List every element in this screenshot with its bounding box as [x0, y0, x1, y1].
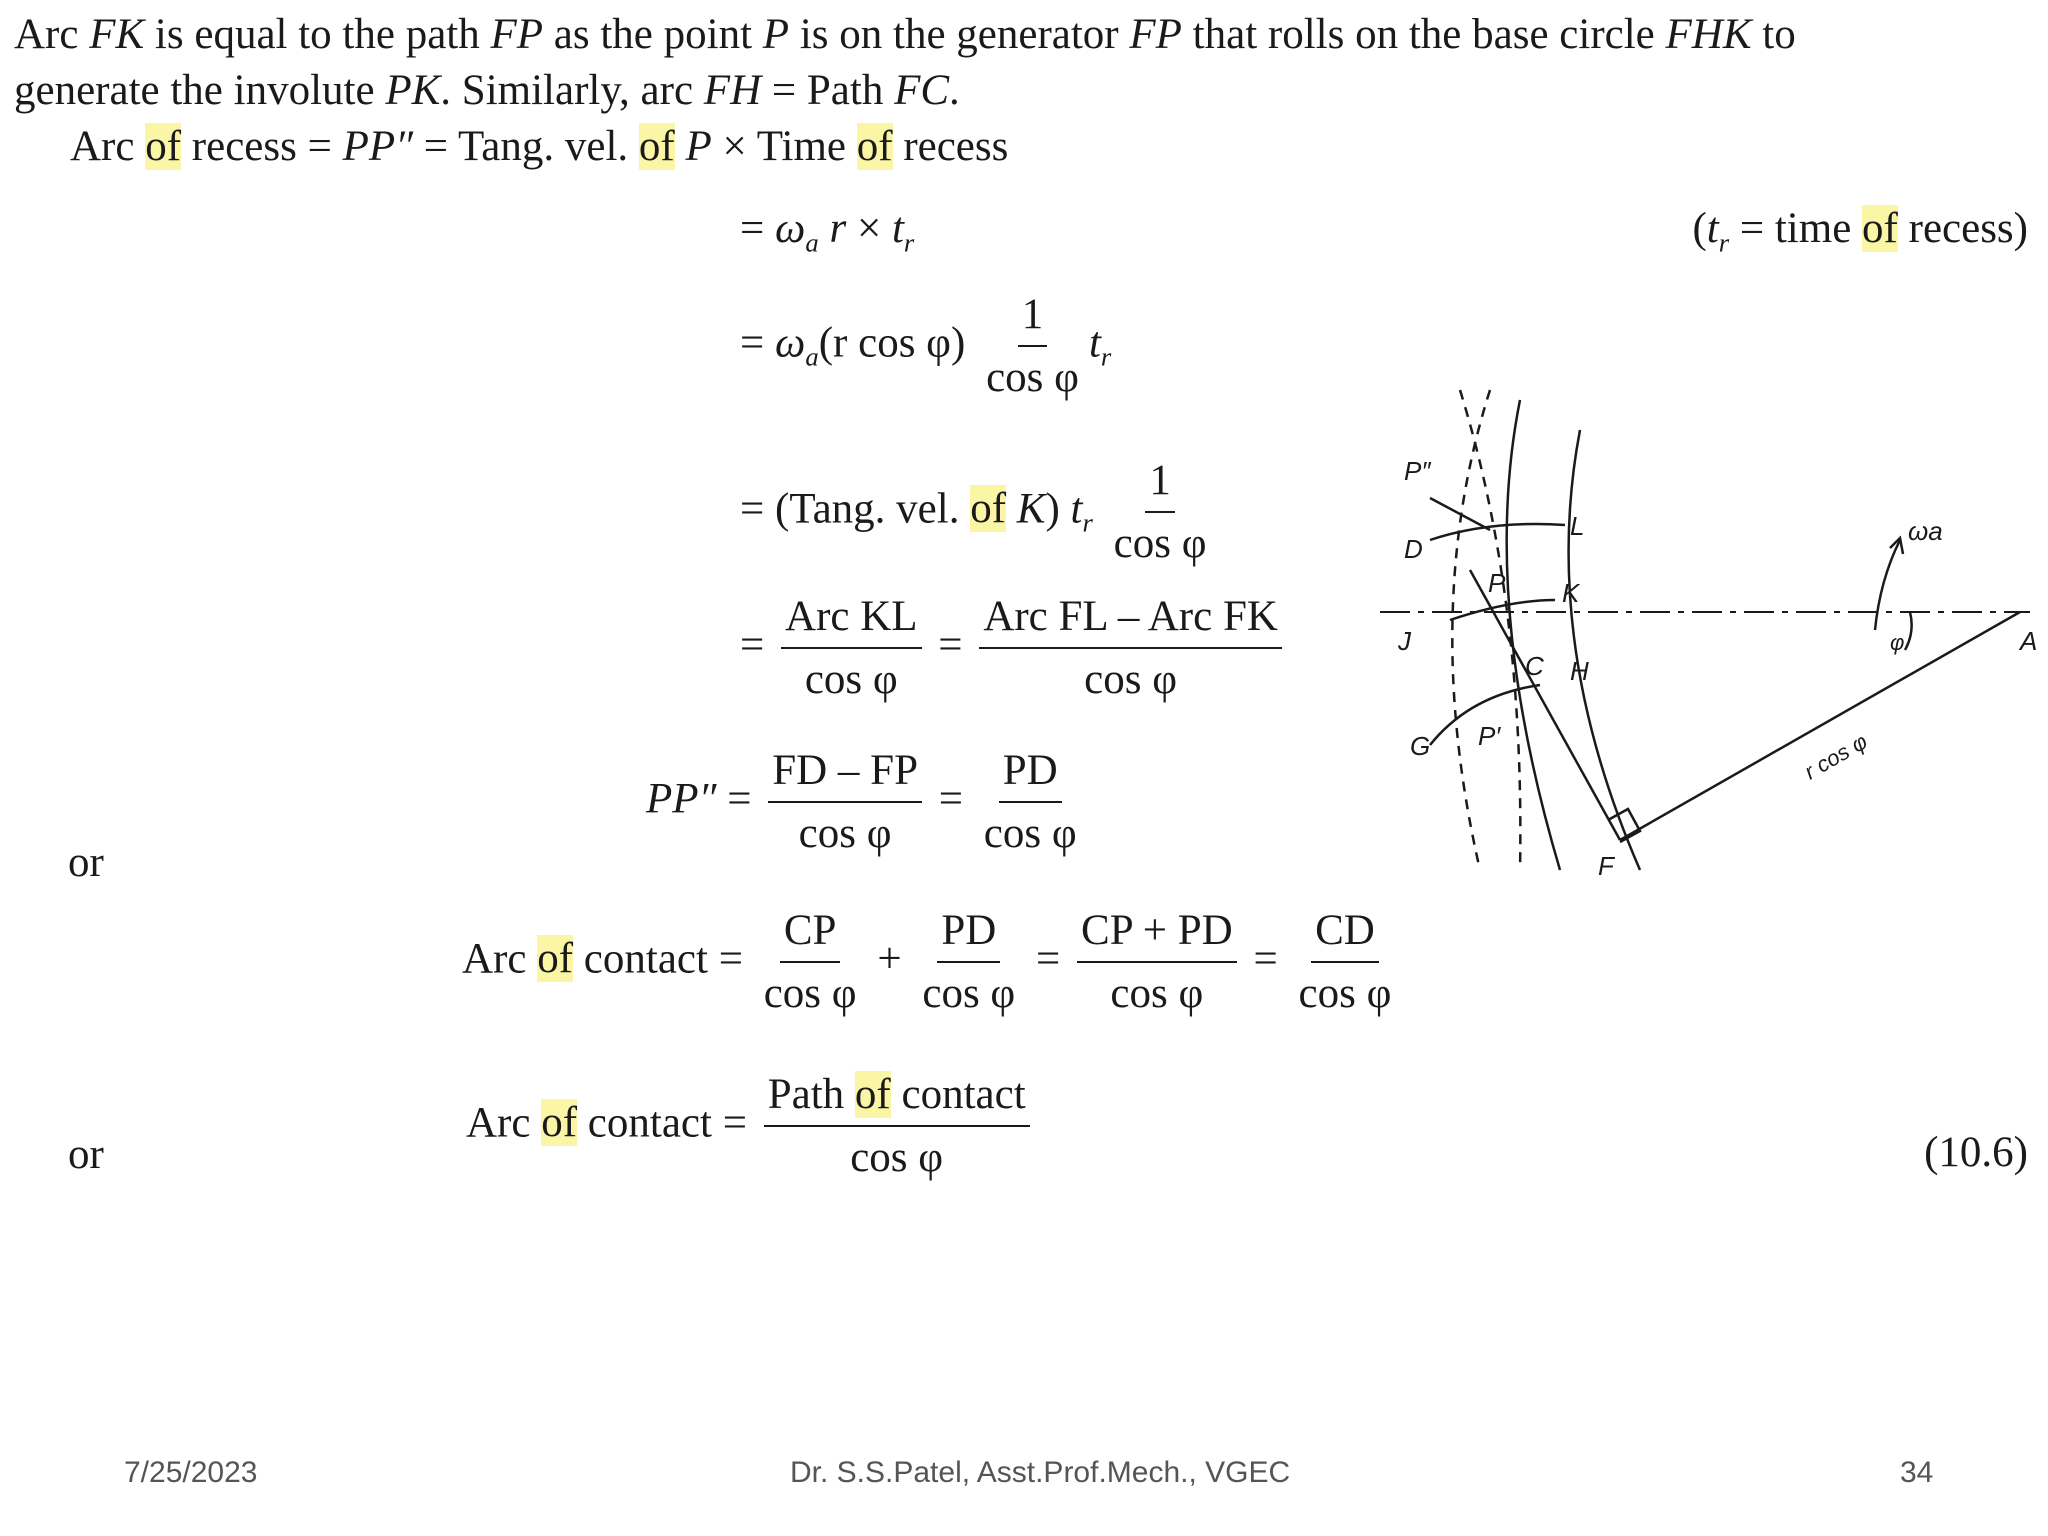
fraction: [1110, 456, 1211, 569]
text-span: × Time: [711, 123, 857, 170]
eq-text: =: [1253, 935, 1278, 983]
subscript: r: [903, 227, 915, 258]
text-span: recess =: [181, 123, 343, 170]
label-Ppp: P″: [1404, 456, 1431, 486]
symbol-K: K: [1006, 485, 1046, 533]
eq-text: Path: [767, 1071, 855, 1118]
highlight-of: of: [638, 123, 675, 170]
symbol-FC: FC: [894, 67, 950, 114]
numerator: [764, 1070, 1030, 1127]
text-span: = Tang. vel.: [413, 123, 639, 170]
eq-text: recess): [1897, 205, 2028, 252]
text-span: = Path: [761, 67, 895, 114]
equation-2: [740, 290, 1111, 403]
symbol-P: P: [762, 11, 790, 58]
or-label-1: or: [68, 839, 104, 886]
text-span: to: [1751, 11, 1796, 58]
equation-7: [466, 1070, 1036, 1183]
eq-text: =: [1036, 935, 1061, 983]
text-span: is equal to the path: [144, 11, 491, 58]
numerator: 1: [1145, 456, 1175, 513]
eq-text: contact =: [577, 1099, 747, 1147]
fraction: [768, 746, 922, 859]
eq-text: Arc: [466, 1099, 542, 1147]
equation-1: [740, 204, 915, 258]
eq-text: =: [716, 775, 752, 823]
equation-6: [462, 906, 1401, 1019]
arrow-Ppp: [1430, 498, 1490, 530]
label-Pp: P′: [1478, 721, 1501, 751]
involute-circle-arc: [1507, 400, 1560, 870]
highlight-of: of: [541, 1099, 578, 1147]
numerator: CD: [1311, 906, 1379, 963]
denominator: cos φ: [1084, 656, 1178, 704]
fraction: [760, 906, 861, 1019]
eq-text: contact: [890, 1071, 1026, 1118]
label-L: L: [1570, 511, 1585, 541]
symbol-PK: PK: [385, 67, 441, 114]
text-span: [675, 123, 686, 170]
gear-involute-figure: [1370, 380, 2048, 920]
fraction: [918, 906, 1019, 1019]
arc-PK: [1450, 600, 1555, 620]
numerator: CP + PD: [1077, 906, 1237, 963]
highlight-of: of: [854, 1071, 891, 1118]
equation-1-note: [1692, 204, 2028, 258]
numerator: PD: [999, 746, 1062, 803]
text-span: generate the involute: [14, 67, 386, 114]
symbol-r: r: [818, 205, 847, 252]
text-span: as the point: [543, 11, 763, 58]
eq-text: contact =: [573, 935, 743, 983]
label-J: J: [1398, 626, 1411, 656]
subscript: r: [1100, 341, 1112, 372]
footer-date: 7/25/2023: [124, 1456, 258, 1489]
symbol-P: P: [685, 123, 712, 170]
label-rcos: r cos φ: [1800, 728, 1872, 785]
numerator: PD: [937, 906, 1000, 963]
eq-text: (: [1692, 205, 1707, 252]
label-K: K: [1562, 578, 1580, 608]
numerator: FD – FP: [768, 746, 922, 803]
eq-text: (r cos φ): [818, 319, 966, 367]
denominator: cos φ: [986, 354, 1079, 402]
label-P: P: [1488, 568, 1506, 598]
denominator: cos φ: [763, 970, 857, 1018]
symbol-FP: FP: [1129, 11, 1182, 58]
denominator: cos φ: [850, 1134, 944, 1182]
text-span: Arc: [70, 123, 146, 170]
symbol-omega: ω: [775, 205, 806, 252]
symbol-t: t: [891, 205, 904, 252]
fraction: [1295, 906, 1396, 1019]
numerator: Arc KL: [781, 592, 922, 649]
eq-text: =: [938, 775, 964, 823]
equation-4: [740, 592, 1288, 705]
fraction: [1077, 906, 1237, 1019]
highlight-of: of: [970, 485, 1007, 533]
subscript: a: [805, 227, 819, 258]
text-line-2: [14, 66, 960, 115]
label-C: C: [1525, 651, 1544, 681]
eq-text: =: [740, 621, 765, 669]
fraction: [982, 290, 1083, 403]
eq-text: ): [1045, 485, 1060, 533]
phi-arc: [1905, 612, 1912, 650]
fraction: [764, 1070, 1030, 1183]
denominator: cos φ: [804, 656, 898, 704]
symbol-t: t: [1088, 319, 1101, 367]
omega-arrow: [1875, 540, 1900, 630]
symbol-PPpp: PP″: [342, 123, 414, 170]
eq-text: +: [877, 935, 902, 983]
footer-page-number: 34: [1900, 1456, 1934, 1489]
footer-author: Dr. S.S.Patel, Asst.Prof.Mech., VGEC: [790, 1456, 1291, 1489]
eq-text: =: [740, 205, 776, 252]
text-span: recess: [892, 123, 1009, 170]
symbol-FH: FH: [703, 67, 762, 114]
label-F: F: [1598, 851, 1614, 881]
base-circle-arc: [1569, 430, 1640, 870]
equation-number: (10.6): [1924, 1129, 2028, 1176]
highlight-of: of: [145, 123, 182, 170]
symbol-omega: ω: [775, 319, 806, 367]
numerator: CP: [780, 906, 841, 963]
fraction: [979, 592, 1282, 705]
denominator: cos φ: [1110, 970, 1204, 1018]
denominator: cos φ: [1298, 970, 1392, 1018]
denominator: cos φ: [1113, 520, 1207, 568]
numerator: 1: [1018, 290, 1048, 347]
symbol-FP: FP: [490, 11, 544, 58]
dashed-involute-2: [1452, 390, 1490, 870]
label-G: G: [1410, 731, 1431, 761]
subscript: r: [1718, 227, 1730, 258]
symbol-t: t: [1706, 205, 1719, 252]
eq-text: Arc: [462, 935, 538, 983]
symbol-FHK: FHK: [1665, 11, 1752, 58]
generator-line: [1470, 570, 1620, 840]
highlight-of: of: [856, 123, 893, 170]
symbol-t: t: [1070, 485, 1083, 533]
denominator: cos φ: [983, 810, 1077, 858]
highlight-of: of: [1862, 205, 1898, 252]
label-A: A: [2020, 626, 2038, 656]
denominator: cos φ: [922, 970, 1016, 1018]
eq-text: =: [740, 319, 776, 367]
eq-text: = time: [1729, 205, 1863, 252]
text-span: Arc: [14, 11, 90, 58]
equation-3: [740, 456, 1217, 569]
label-H: H: [1570, 656, 1589, 686]
symbol-FK: FK: [89, 11, 145, 58]
text-span: is on the generator: [789, 11, 1130, 58]
eq-text: ×: [846, 205, 892, 252]
label-D: D: [1404, 534, 1423, 564]
eq-text: = (Tang. vel.: [740, 485, 971, 533]
rcos-line: [1620, 612, 2020, 840]
equation-5: [646, 746, 1087, 859]
highlight-of: of: [537, 935, 574, 983]
fraction: [781, 592, 922, 705]
text-line-1: [14, 10, 1796, 59]
text-line-3: [70, 122, 1008, 171]
symbol-PPpp: PP″: [646, 775, 717, 823]
text-span: . Similarly, arc: [440, 67, 704, 114]
subscript: a: [805, 341, 819, 372]
fraction: [980, 746, 1081, 859]
denominator: cos φ: [798, 810, 892, 858]
arc-DL: [1430, 524, 1565, 540]
label-omega: ωa: [1908, 516, 1943, 546]
eq-text: =: [938, 621, 963, 669]
text-span: .: [949, 67, 960, 114]
numerator: Arc FL – Arc FK: [979, 592, 1282, 649]
label-phi: φ: [1890, 630, 1905, 655]
or-label-2: or: [68, 1131, 104, 1178]
subscript: r: [1082, 507, 1093, 538]
text-span: that rolls on the base circle: [1181, 11, 1666, 58]
